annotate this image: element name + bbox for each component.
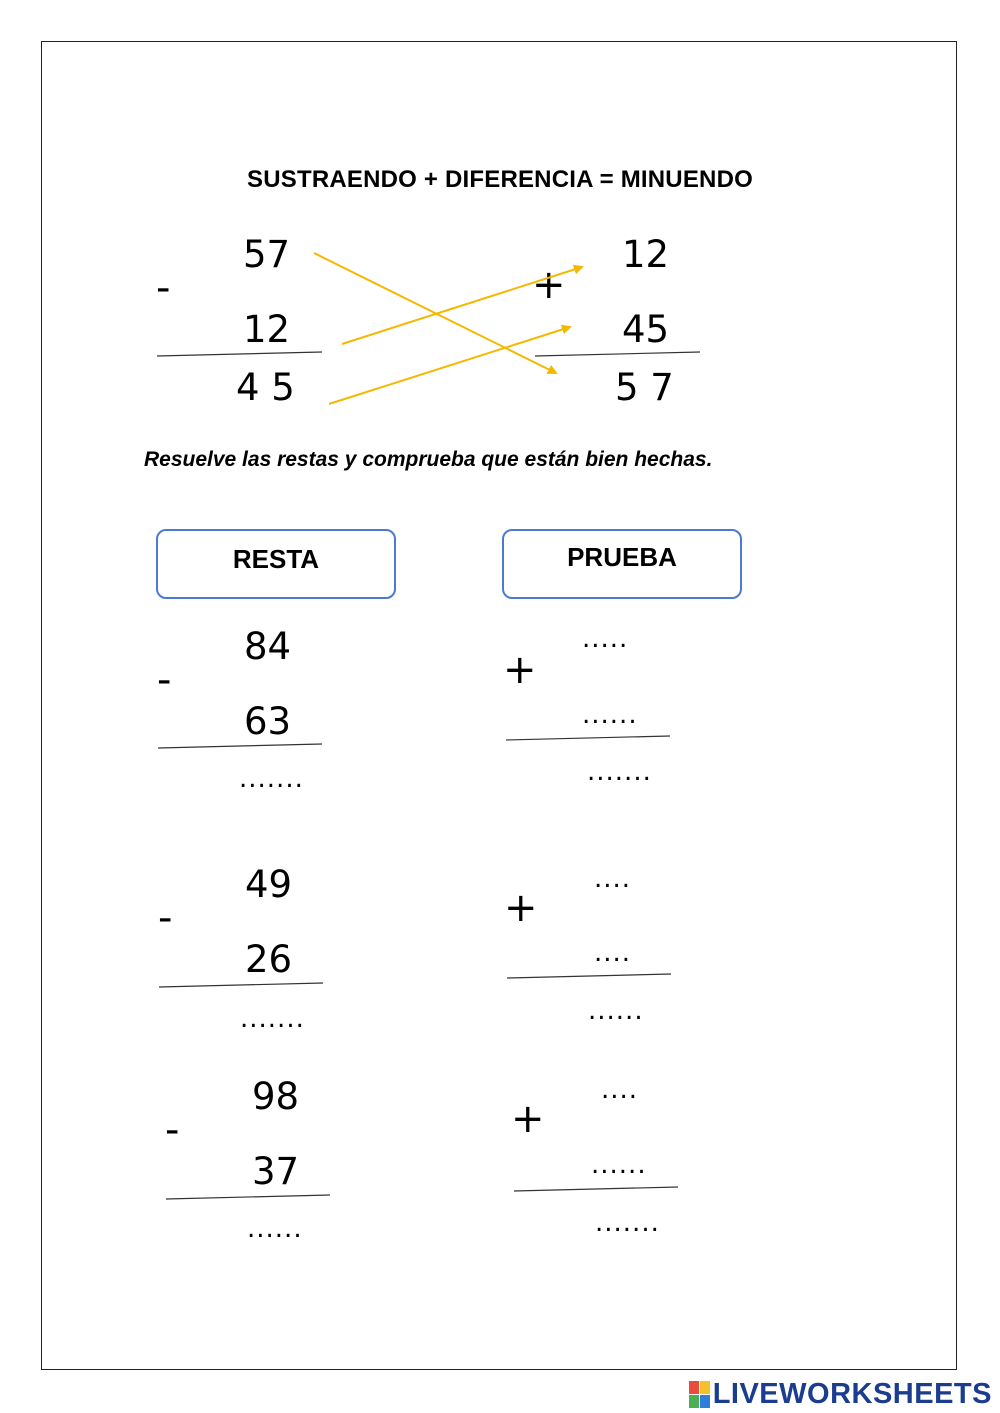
ex1-prueba-line: [506, 736, 670, 740]
ex3-prueba-line: [514, 1187, 678, 1191]
ex2-plus-sign: +: [504, 885, 538, 931]
ex2-check-top-blank[interactable]: ....: [594, 864, 632, 894]
ex3-subtrahend: 37: [252, 1150, 300, 1193]
ex1-subtrahend: 63: [244, 700, 292, 743]
ex1-check-top-blank[interactable]: .....: [582, 624, 629, 654]
ex1-check-middle-blank[interactable]: ......: [582, 700, 638, 730]
ex2-minus-sign: -: [158, 895, 173, 941]
example-subtrahend: 12: [243, 308, 291, 351]
arrow-difference-to-middle: [329, 327, 570, 404]
ex2-check-result-blank[interactable]: ......: [588, 996, 644, 1026]
logo-mark-icon: [689, 1381, 710, 1408]
resta-header: RESTA: [156, 529, 396, 599]
ex3-check-top-blank[interactable]: ....: [601, 1075, 639, 1105]
example-addend-top: 12: [622, 233, 670, 276]
ex1-plus-sign: +: [503, 647, 537, 693]
ex2-resta-line: [159, 983, 323, 987]
prueba-header: PRUEBA: [502, 529, 742, 599]
ex3-plus-sign: +: [511, 1096, 545, 1142]
example-plus-sign: +: [532, 262, 566, 308]
example-sum: 5 7: [615, 366, 674, 409]
page-title: SUSTRAENDO + DIFERENCIA = MINUENDO: [247, 166, 753, 193]
ex3-resta-line: [166, 1195, 330, 1199]
example-difference: 4 5: [236, 366, 295, 409]
ex3-answer-blank[interactable]: ......: [247, 1214, 303, 1244]
ex2-answer-blank[interactable]: .......: [240, 1004, 305, 1034]
example-resta-line: [157, 352, 322, 356]
ex2-subtrahend: 26: [245, 938, 293, 981]
ex3-check-result-blank[interactable]: .......: [595, 1208, 660, 1238]
instruction-text: Resuelve las restas y comprueba que están bien hechas.: [144, 448, 713, 471]
ex2-check-middle-blank[interactable]: ....: [594, 938, 632, 968]
ex1-answer-blank[interactable]: .......: [239, 764, 304, 794]
ex2-minuend: 49: [245, 863, 293, 906]
arrow-subtrahend-to-top: [342, 262, 582, 344]
liveworksheets-logo: [689, 1378, 992, 1411]
ex1-resta-line: [158, 744, 322, 748]
example-minus-sign: -: [156, 265, 171, 311]
example-addend-bottom: 45: [622, 308, 670, 351]
ex3-check-middle-blank[interactable]: ......: [591, 1150, 647, 1180]
ex1-minus-sign: -: [157, 657, 172, 703]
ex3-minus-sign: -: [165, 1107, 180, 1153]
example-minuend: 57: [243, 233, 291, 276]
example-prueba-line: [535, 352, 700, 356]
arrow-minuend-to-sum: [314, 253, 556, 373]
ex1-check-result-blank[interactable]: .......: [587, 757, 652, 787]
ex3-minuend: 98: [252, 1075, 300, 1118]
logo-text: LIVEWORKSHEETS: [712, 1378, 992, 1410]
ex1-minuend: 84: [244, 625, 292, 668]
ex2-prueba-line: [507, 974, 671, 978]
